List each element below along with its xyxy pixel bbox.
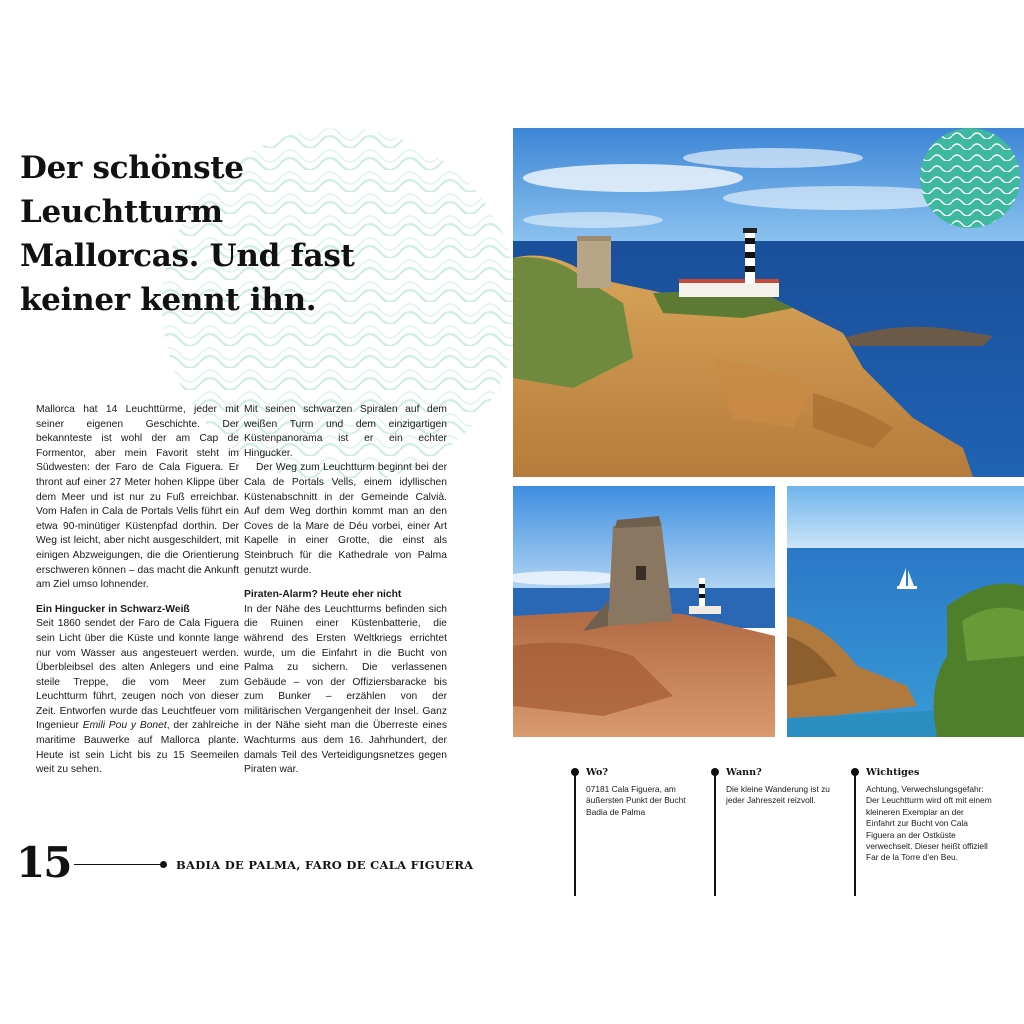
sailboat-bay-photo (787, 486, 1024, 737)
body-paragraph: Mit seinen schwarzen Spiralen auf dem weißen Turm und dem einzigartigen Küstenpanorama ist er ein echter Hingucker. (244, 404, 447, 459)
section-heading: Ein Hingucker in Schwarz-Weiß (36, 603, 190, 615)
engineer-name: Emili Pou y Bonet (82, 720, 167, 732)
watchtower-photo (513, 486, 775, 737)
body-paragraph: Der Weg zum Leuchtturm beginnt bei der Cala de Portals Vells, einem idyllischen Küstenabschnitt in der Gemeinde Calvià. Auf dem Weg dorthin kommt man an den Coves de la Mare de Déu vorbei, einer Art Kapelle in einer Grotte, die einst als Steinbruch für die Kathedrale von Palma genutzt wurde. (244, 462, 447, 576)
info-title-important: Wichtiges (866, 767, 920, 778)
wave-badge-icon (912, 128, 1024, 230)
page-title (20, 146, 460, 322)
title-line: Leuchtturm (20, 194, 223, 230)
title-line: Der schönste (20, 150, 244, 186)
body-text: , der zahlreiche maritime Bauwerke auf Mallorca plante. Heute ist sein Licht bis zu 15 Seemeilen weit zu sehen. (36, 720, 239, 776)
body-paragraph: In der Nähe des Leuchtturms befinden sich die Ruinen einer Küstenbatterie, die während des Ersten Weltkriegs errichtet wurde, um die Einfahrt in die Bucht von Palma zu sichern. Die verlassenen Gebäude – von der Offiziersbaracke bis zum Bunker – erzählen von der militärischen Vergangenheit der Insel. Ganz in der Nähe sieht man die Überreste eines Wachturms aus dem 16. Jahrhundert, der damals Teil des Verteidigungsnetzes gegen Piraten war. (244, 603, 447, 776)
folio-rule (74, 864, 162, 865)
info-rule (714, 770, 716, 896)
info-rule (854, 770, 856, 896)
running-title: BADIA DE PALMA, FARO DE CALA FIGUERA (176, 858, 474, 872)
body-text: Seit 1860 sendet der Faro de Cala Figuera sein Licht über die Küste und konnte lange nur vom Wasser aus angesteuert werden. Überbleibsel des alten Anlegers und eine steile Treppe, die vom Meer zum Leuchtturm führt, zeugen noch von dieser Zeit. Entworfen wurde das Leuchtfeuer vom Ingenieur (36, 618, 239, 732)
section-heading: Piraten-Alarm? Heute eher nicht (244, 589, 402, 601)
info-dot-icon (160, 861, 167, 868)
info-text-when: Die kleine Wanderung ist zu jeder Jahreszeit reizvoll. (726, 784, 830, 806)
text-column-right (244, 403, 447, 778)
text-column-left (36, 403, 239, 778)
title-line: keiner kennt ihn. (20, 282, 317, 318)
body-paragraph: Mallorca hat 14 Leuchttürme, jeder mit seiner eigenen Geschichte. Der bekannteste ist wohl der am Cap de Formentor, aber mein Favorit steht im Südwesten: der Faro de Cala Figuera. Er thront auf einer 27 Meter hohen Klippe über dem Meer und ist nur zu Fuß erreichbar. Vom Hafen in Cala de Portals Vells führt ein etwa 90-minütiger Küstenpfad dorthin. Der Weg ist leicht, aber nicht ausgeschildert, mit einigen Abzweigungen, die die Orientierung erschweren können – das macht die Ankunft am Ziel umso lohnender. (36, 404, 239, 591)
info-text-where: 07181 Cala Figuera, am äußersten Punkt der Bucht Badia de Palma (586, 784, 686, 817)
info-title-where: Wo? (586, 767, 609, 778)
title-line: Mallorcas. Und fast (20, 238, 355, 274)
body-paragraph (36, 617, 239, 778)
page-number: 15 (16, 838, 71, 887)
info-text-important: Achtung, Verwechslungsgefahr: Der Leuchtturm wird oft mit einem kleineren Exemplar an der Einfahrt zur Bucht von Cala Figuera an der Ostküste verwechselt. Dieser heißt offiziell Far de la Torre d’en Beu. (866, 784, 992, 863)
info-title-when: Wann? (726, 767, 762, 778)
info-rule (574, 770, 576, 896)
